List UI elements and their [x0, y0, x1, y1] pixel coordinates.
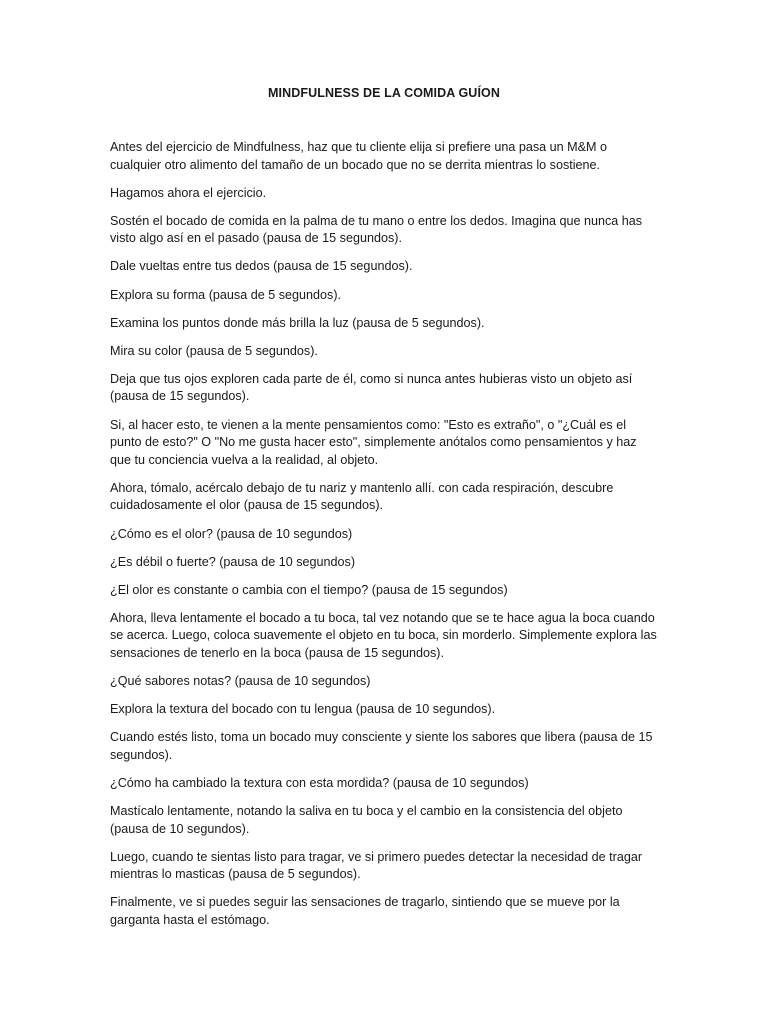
page-title: MINDFULNESS DE LA COMIDA GUÍON	[268, 86, 500, 100]
paragraph: Sostén el bocado de comida en la palma de tu mano o entre los dedos. Imagina que nunca has visto algo así en el pasado (pausa de 15 segundos).	[110, 213, 643, 246]
paragraph: Deja que tus ojos exploren cada parte de él, como si nunca antes hubieras visto un objeto así (pausa de 15 segundos).	[110, 371, 633, 404]
paragraph: Si, al hacer esto, te vienen a la mente pensamientos como: "Esto es extraño", o "¿Cuál es el punto de esto?" O "No me gusta hacer esto", simplemente anótalos como pensamientos y haz que tu conciencia vuelva a la realidad, al objeto.	[110, 417, 637, 467]
paragraph: Luego, cuando te sientas listo para tragar, ve si primero puedes detectar la necesidad de tragar mientras lo masticas (pausa de 5 segundos).	[110, 849, 643, 882]
paragraph: Mira su color (pausa de 5 segundos).	[110, 343, 318, 358]
paragraph: Ahora, lleva lentamente el bocado a tu boca, tal vez notando que se te hace agua la boca cuando se acerca. Luego, coloca suavemente el objeto en tu boca, sin morderlo. Simplemente explora las sensaciones de tenerlo en la boca (pausa de 15 segundos).	[110, 610, 657, 660]
paragraph: Finalmente, ve si puedes seguir las sensaciones de tragarlo, sintiendo que se mueve por la garganta hasta el estómago.	[110, 895, 620, 927]
paragraph: ¿El olor es constante o cambia con el tiempo? (pausa de 15 segundos)	[110, 582, 508, 597]
paragraph: Explora la textura del bocado con tu lengua (pausa de 10 segundos).	[110, 702, 496, 717]
paragraph: Explora su forma (pausa de 5 segundos).	[110, 287, 342, 302]
paragraph: Cuando estés listo, toma un bocado muy consciente y siente los sabores que libera (pausa de 15 segundos).	[110, 730, 653, 762]
paragraph: Dale vueltas entre tus dedos (pausa de 15 segundos).	[110, 259, 413, 274]
paragraph: Examina los puntos donde más brilla la luz (pausa de 5 segundos).	[110, 315, 485, 330]
paragraph: Antes del ejercicio de Mindfulness, haz que tu cliente elija si prefiere una pasa un M&M o cualquier otro alimento del tamaño de un bocado que no se derrita mientras lo sostiene.	[110, 140, 608, 172]
paragraph: ¿Es débil o fuerte? (pausa de 10 segundos)	[110, 554, 356, 569]
document-body	[110, 139, 660, 940]
paragraph: ¿Cómo ha cambiado la textura con esta mordida? (pausa de 10 segundos)	[110, 775, 529, 790]
paragraph: Hagamos ahora el ejercicio.	[110, 185, 267, 200]
paragraph: ¿Qué sabores notas? (pausa de 10 segundos)	[110, 674, 371, 689]
paragraph: ¿Cómo es el olor? (pausa de 10 segundos)	[110, 526, 353, 541]
paragraph: Ahora, tómalo, acércalo debajo de tu nariz y mantenlo allí. con cada respiración, descubre cuidadosamente el olor (pausa de 15 segundos).	[110, 480, 614, 513]
paragraph: Mastícalo lentamente, notando la saliva en tu boca y el cambio en la consistencia del objeto (pausa de 10 segundos).	[110, 804, 623, 836]
